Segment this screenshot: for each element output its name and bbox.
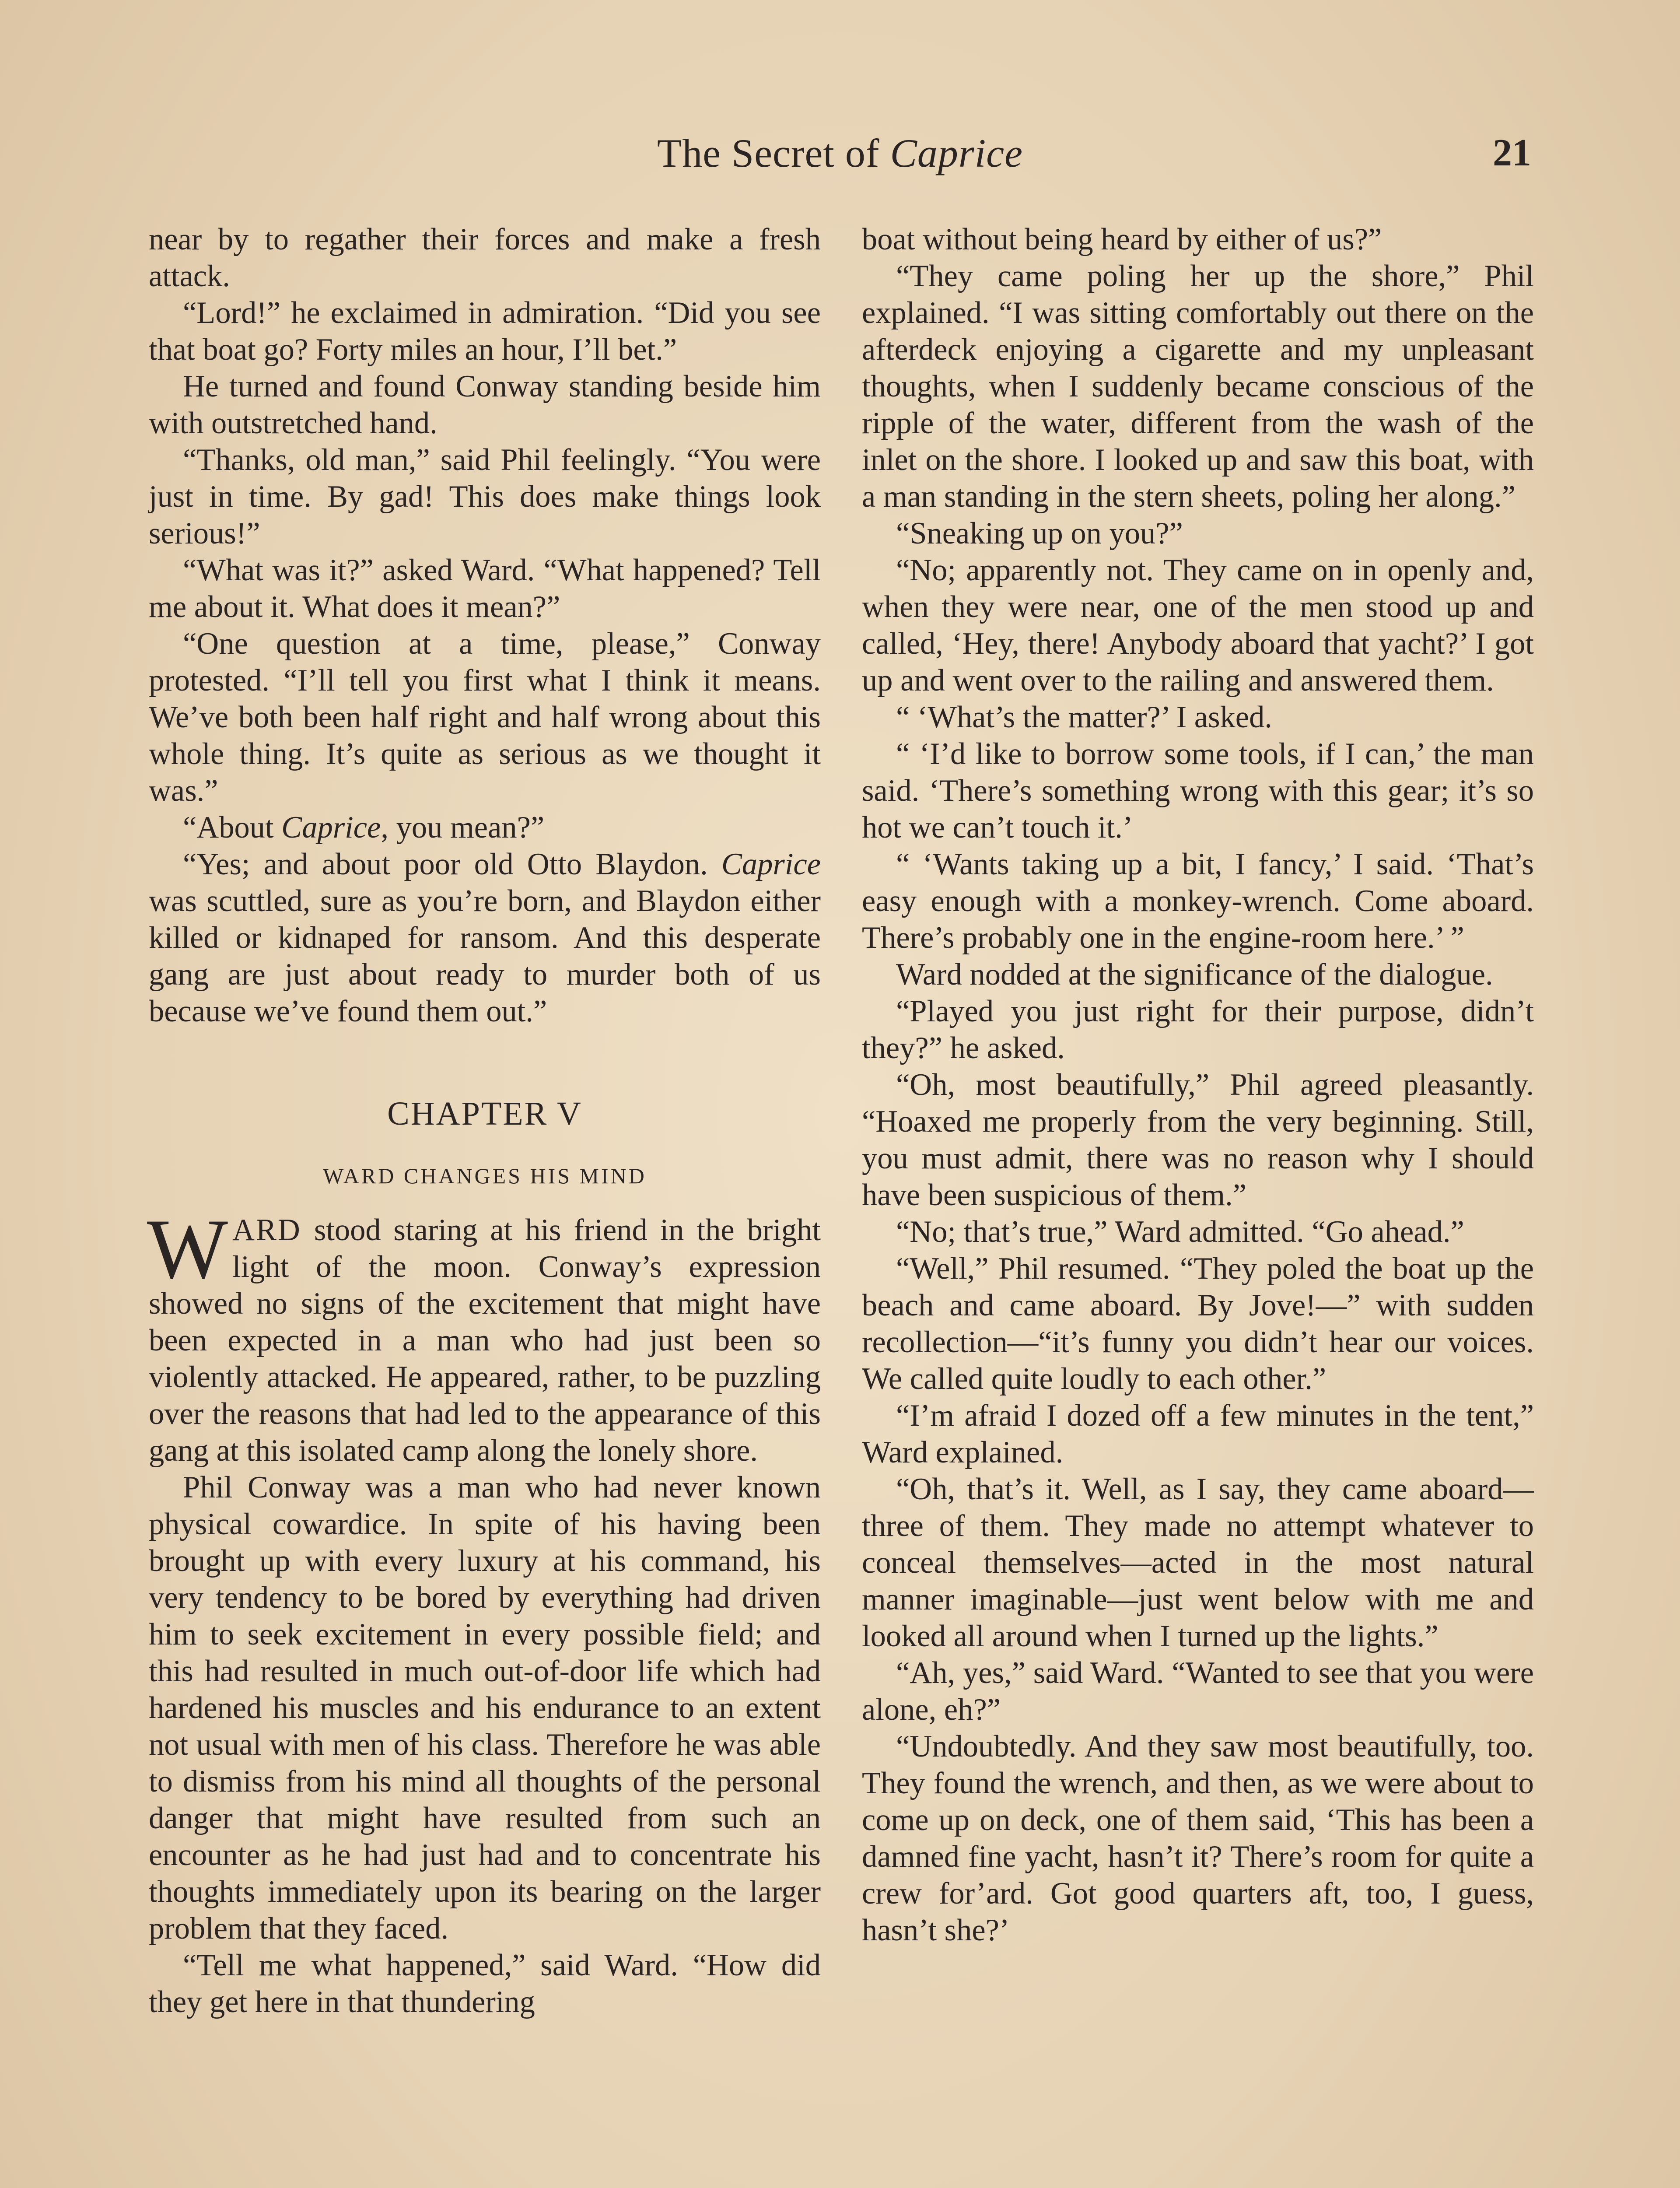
chapter-opening-paragraph [147, 1202, 821, 1469]
page-header [149, 125, 1531, 182]
paragraph: “Oh, most beautifully,” Phil agreed pleasantly. “Hoaxed me properly from the very beginning. Still, you must admit, there was no reason why I should have been suspicious of them.” [862, 1068, 1534, 1212]
paragraph: “Undoubtedly. And they saw most beautifully, too. They found the wrench, and then, as we were about to come up on deck, one of them said, ‘This has been a damned fine yacht, hasn’t it? There’s room for quite a crew for’ard. Got good quarters aft, too, I guess, hasn’t she?’ [862, 1729, 1534, 1947]
paragraph: “They came poling her up the shore,” Phil explained. “I was sitting comfortably out there on the afterdeck enjoying a cigarette and my unpleasant thoughts, when I suddenly became conscious of the ripple of the water, different from the wash of the inlet on the shore. I looked up and saw this boat, with a man standing in the stern sheets, poling her along.” [862, 259, 1534, 514]
paragraph: “What was it?” asked Ward. “What happened? Tell me about it. What does it mean?” [149, 553, 821, 624]
left-column [149, 221, 821, 2020]
paragraph [149, 809, 821, 846]
paragraph: “ ‘Wants taking up a bit, I fancy,’ I said. ‘That’s easy enough with a monkey-wrench. Come aboard. There’s probably one in the engine-room here.’ ” [862, 847, 1534, 955]
paragraph: Ward nodded at the significance of the dialogue. [896, 957, 1493, 992]
text-run: was scuttled, sure as you’re born, and Blaydon either killed or kidnaped for ransom. And this desperate gang are just about ready to murder both of us because we’ve found them out.” [149, 884, 821, 1028]
running-title-italic: Caprice [890, 131, 1023, 175]
drop-cap: W [147, 1202, 228, 1297]
paragraph: “I’m afraid I dozed off a few minutes in the tent,” Ward explained. [862, 1399, 1534, 1469]
running-title-text: The Secret of [657, 131, 890, 175]
paragraph: “Ah, yes,” said Ward. “Wanted to see that you were alone, eh?” [862, 1656, 1534, 1727]
page-number: 21 [1493, 132, 1531, 174]
paragraph: “ ‘What’s the matter?’ I asked. [896, 700, 1272, 734]
paragraph: “Thanks, old man,” said Phil feelingly. “You were just in time. By gad! This does make things look serious!” [149, 443, 821, 551]
running-title [149, 125, 1531, 182]
small-caps-run: ARD [232, 1213, 301, 1247]
text-run: , you mean?” [381, 810, 545, 845]
paragraph: “Played you just right for their purpose, didn’t they?” he asked. [862, 994, 1534, 1065]
paragraph: “Lord!” he exclaimed in admiration. “Did you see that boat go? Forty miles an hour, I’ll bet.” [149, 296, 821, 367]
text-run: “Yes; and about poor old Otto Blaydon. [183, 847, 721, 881]
paragraph: near by to regather their forces and make a fresh attack. [149, 222, 821, 293]
paragraph: “One question at a time, please,” Conway protested. “I’ll tell you first what I think it means. We’ve both been half right and half wrong about this whole thing. It’s quite as serious as we thought it was.” [149, 627, 821, 808]
italic-run: Caprice [281, 810, 381, 845]
paragraph: boat without being heard by either of us?” [862, 222, 1382, 256]
paragraph [149, 846, 821, 1030]
italic-run: Caprice [721, 847, 821, 881]
right-column [862, 221, 1534, 1949]
paragraph: He turned and found Conway standing beside him with outstretched hand. [149, 369, 821, 440]
paragraph: “Sneaking up on you?” [896, 516, 1183, 551]
paragraph: “Well,” Phil resumed. “They poled the boat up the beach and came aboard. By Jove!—” with sudden recollection—“it’s funny you didn’t hear our voices. We called quite loudly to each other.” [862, 1252, 1534, 1396]
paragraph: “Tell me what happened,” said Ward. “How did they get here in that thundering [149, 1948, 821, 2019]
text-run: stood staring at his friend in the bright light of the moon. Conway’s expression showed no signs of the excitement that might have been expected in a man who had just been so violently attacked. He appeared, rather, to be puzzling over the reasons that had led to the appearance of this gang at this isolated camp along the lonely shore. [149, 1213, 821, 1468]
paragraph: “Oh, that’s it. Well, as I say, they came aboard—three of them. They made no attempt whatever to conceal themselves—acted in the most natural manner imaginable—just went below with me and looked all around when I turned up the lights.” [862, 1472, 1534, 1653]
paragraph: “ ‘I’d like to borrow some tools, if I can,’ the man said. ‘There’s something wrong with this gear; it’s so hot we can’t touch it.’ [862, 737, 1534, 845]
chapter-number: CHAPTER V [387, 1095, 582, 1132]
paragraph: Phil Conway was a man who had never known physical cowardice. In spite of his having been brought up with every luxury at his command, his very tendency to be bored by everything had driven him to seek excitement in every possible field; and this had resulted in much out-of-door life which had hardened his muscles and his endurance to an extent not usual with men of his class. Therefore he was able to dismiss from his mind all thoughts of the personal danger that might have resulted from such an encounter as he had just had and to concentrate his thoughts immediately upon its bearing on the larger problem that they faced. [149, 1470, 821, 1946]
paragraph: “No; that’s true,” Ward admitted. “Go ahead.” [896, 1215, 1464, 1249]
paragraph: “No; apparently not. They came on in openly and, when they were near, one of the men stood up and called, ‘Hey, there! Anybody aboard that yacht?’ I got up and went over to the railing and answered them. [862, 553, 1534, 698]
chapter-title: WARD CHANGES HIS MIND [323, 1164, 647, 1188]
text-run: “About [183, 810, 282, 845]
